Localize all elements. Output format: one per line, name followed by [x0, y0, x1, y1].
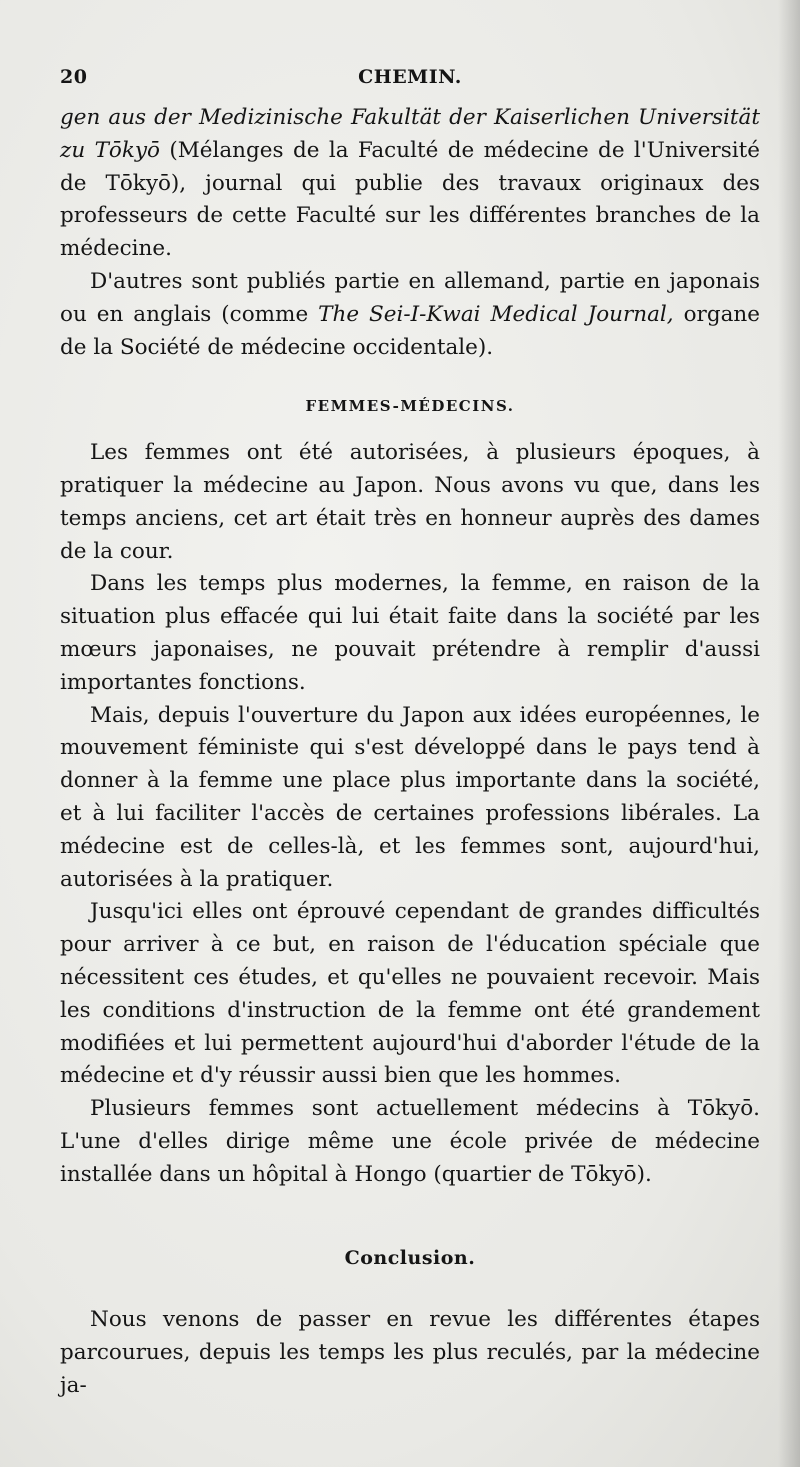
femmes-paragraph: Mais, depuis l'ouverture du Japon aux idées européennes, le mouvement féministe qui s'est développé dans le pays tend à donner à la femme une place plus importante dans la société, et à lui faciliter l'accès de certaines professions libérales. La médecine est de celles-là, et les femmes sont, aujourd'hui, autorisées à la pratiquer.	[60, 702, 760, 892]
femmes-paragraph: Dans les temps plus modernes, la femme, en raison de la situation plus effacée qui lui était faite dans la société par les mœurs japonaises, ne pouvait prétendre à remplir d'aussi importantes fonctions.	[60, 571, 760, 695]
page-header	[60, 66, 760, 94]
journal-title-english: The Sei-I-Kwai Medical Journal,	[318, 301, 674, 327]
intro-paragraph-2-end: organe de la Société de médecine occidentale).	[60, 301, 760, 360]
femmes-paragraph: Plusieurs femmes sont actuellement médecins à Tōkyō. L'une d'elles dirige même une école privée de médecine installée dans un hôpital à Hongo (quartier de Tōkyō).	[60, 1096, 760, 1187]
femmes-paragraph: Les femmes ont été autorisées, à plusieurs époques, à pratiquer la médecine au Japon. Nous avons vu que, dans les temps anciens, cet art était très en honneur auprès des dames de la cour.	[60, 440, 760, 564]
journal-title-german: gen aus der Medizinische Fakultät der Kaiserlichen Universität zu Tōkyō	[60, 105, 760, 163]
page-number: 20	[60, 66, 88, 88]
running-title: CHEMIN.	[358, 66, 462, 88]
intro-paragraph-2-start: D'autres sont publiés partie en allemand, partie en japonais ou en anglais (comme	[60, 268, 760, 327]
conclusion-paragraph: Nous venons de passer en revue les différentes étapes parcourues, depuis les temps les plus reculés, par la médecine ja-	[60, 1307, 760, 1398]
intro-paragraph-2	[60, 266, 760, 364]
section-title-femmes-medecins: FEMMES-MÉDECINS.	[305, 397, 515, 416]
body-text	[60, 102, 760, 1403]
intro-paragraph-1	[60, 102, 760, 266]
page-edge-shadow	[778, 0, 800, 1467]
femmes-paragraph: Jusqu'ici elles ont éprouvé cependant de grandes difficultés pour arriver à ce but, en raison de l'éducation spéciale que nécessitent ces études, et qu'elles ne pouvaient recevoir. Mais les conditions d'instruction de la femme ont été grandement modifiées et lui permettent aujourd'hui d'aborder l'étude de la médecine et d'y réussir aussi bien que les hommes.	[60, 899, 760, 1089]
intro-paragraph-1-text: (Mélanges de la Faculté de médecine de l'Université de Tōkyō), journal qui publie des travaux originaux des professeurs de cette Faculté sur les différentes branches de la médecine.	[60, 137, 760, 262]
section-title-conclusion: Conclusion.	[344, 1246, 476, 1269]
